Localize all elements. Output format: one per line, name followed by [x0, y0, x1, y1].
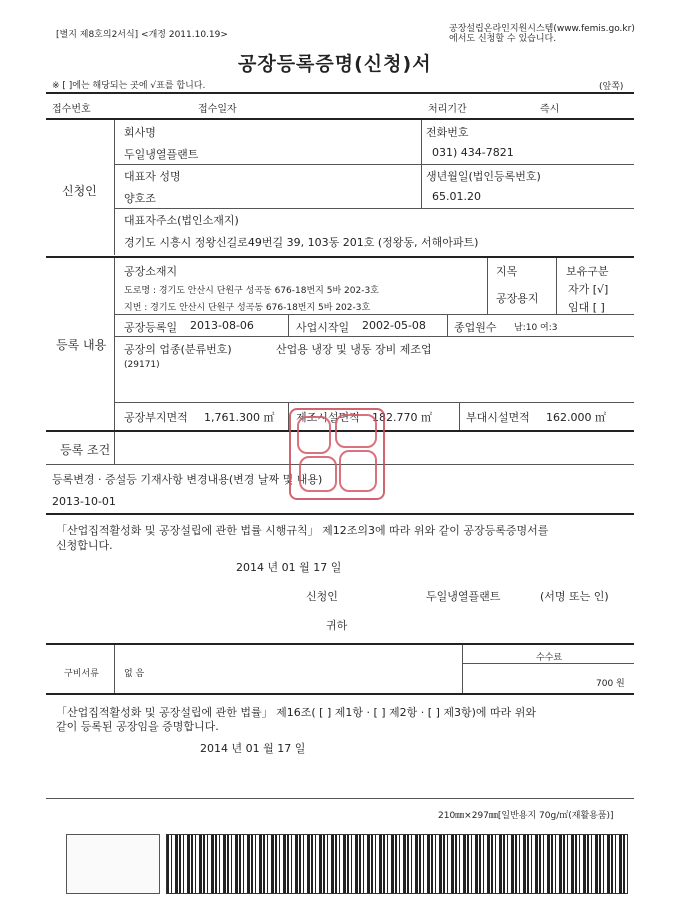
divider: [487, 258, 488, 314]
phone-value: 031) 434-7821: [432, 146, 514, 159]
address-label: 대표자주소(법인소재지): [124, 214, 239, 227]
site-area-label: 공장부지면적: [124, 411, 188, 424]
industry-code: (29171): [124, 360, 160, 370]
applicant-section-label: 신청인: [62, 184, 97, 198]
land-category-value: 공장용지: [496, 292, 539, 305]
divider: [459, 402, 460, 430]
phone-label: 전화번호: [426, 126, 469, 139]
divider: [462, 645, 463, 693]
required-docs-value: 없 음: [124, 669, 145, 679]
application-statement-line2: 신청합니다.: [56, 539, 113, 552]
ancillary-area-label: 부대시설면적: [466, 411, 530, 424]
divider: [114, 314, 634, 315]
barcode-label-box: [66, 834, 160, 894]
company-label: 회사명: [124, 126, 156, 139]
changes-label: 등록변경 · 증설등 기재사항 변경내용(변경 날짜 및 내용): [52, 473, 323, 486]
signature-note: (서명 또는 인): [540, 590, 609, 603]
birth-label: 생년월일(법인등록번호): [426, 170, 541, 183]
divider: [46, 513, 634, 515]
certification-line1: 「산업집적활성화 및 공장설립에 관한 법률」 제16조( [ ] 제1항 · [ ] 제2항 · [ ] 제3항)에 따라 위와: [56, 706, 537, 719]
system-note-line1: 공장설립온라인지원시스템(www.femis.go.kr): [449, 24, 635, 34]
divider: [46, 118, 634, 120]
divider: [46, 798, 634, 799]
business-start-value: 2002-05-08: [362, 319, 426, 332]
receipt-date-label: 접수일자: [198, 104, 237, 115]
required-docs-label: 구비서류: [64, 669, 99, 679]
processing-period-value: 즉시: [540, 104, 560, 115]
industry-label: 공장의 업종(분류번호): [124, 343, 232, 356]
divider: [46, 256, 634, 258]
building-area-value: 182.770 ㎡: [372, 411, 432, 424]
address-value: 경기도 시흥시 정왕신길로49번길 39, 103동 201호 (정왕동, 서해아파트): [124, 236, 479, 249]
employees-value: 남:10 여:3: [514, 323, 558, 333]
fee-value: 700 원: [596, 679, 625, 689]
certification-line2: 같이 등록된 공장임을 증명합니다.: [56, 720, 219, 733]
employees-label: 종업원수: [454, 321, 497, 334]
industry-value: 산업용 냉장 및 냉동 장비 제조업: [276, 343, 432, 356]
registration-section-label: 등록 내용: [56, 338, 107, 352]
system-note-line2: 에서도 신청할 수 있습니다.: [449, 34, 557, 44]
divider: [46, 92, 634, 94]
form-number: [별지 제8호의2서식] <개정 2011.10.19>: [56, 30, 228, 40]
divider: [462, 663, 634, 664]
company-value: 두일냉열플랜트: [124, 148, 199, 161]
document-title: 공장등록증명(신청)서: [238, 53, 432, 75]
lot-address: 지번 : 경기도 안산시 단원구 성곡동 676-18번지 5바 202-3호: [124, 303, 371, 313]
ancillary-area-value: 162.000 ㎡: [546, 411, 606, 424]
divider: [114, 645, 115, 693]
location-label: 공장소재지: [124, 265, 178, 278]
addressee: 귀하: [326, 619, 348, 632]
divider: [114, 432, 115, 464]
business-start-label: 사업시작일: [296, 321, 350, 334]
registration-date-label: 공장등록일: [124, 321, 178, 334]
official-seal: [289, 408, 385, 500]
application-statement-line1: 「산업집적활성화 및 공장설립에 관한 법률 시행규칙」 제12조의3에 따라 위와 같이 공장등록증명서를: [56, 524, 549, 537]
ownership-owned: 자가 [√]: [568, 283, 609, 296]
divider: [114, 336, 634, 337]
divider: [114, 208, 634, 209]
check-note: ※ [ ]에는 해당되는 곳에 √표를 합니다.: [52, 81, 206, 91]
applicant-signature-name: 두일냉열플랜트: [426, 590, 501, 603]
divider: [556, 258, 557, 314]
divider: [114, 402, 634, 403]
divider: [46, 643, 634, 645]
document-barcode: [166, 834, 628, 894]
road-address: 도로명 : 경기도 안산시 단원구 성곡동 676-18번지 5바 202-3호: [124, 286, 379, 296]
birth-value: 65.01.20: [432, 190, 481, 203]
changes-value: 2013-10-01: [52, 495, 116, 508]
paper-spec: 210㎜×297㎜[일반용지 70g/㎡(재활용품)]: [438, 811, 614, 821]
page-side: (앞쪽): [599, 82, 624, 92]
applicant-signature-label: 신청인: [306, 590, 338, 603]
ownership-label: 보유구분: [566, 265, 609, 278]
application-date: 2014 년 01 월 17 일: [236, 561, 342, 574]
divider: [114, 120, 115, 255]
processing-period-label: 처리기간: [428, 104, 467, 115]
divider: [447, 314, 448, 336]
divider: [46, 693, 634, 695]
divider: [288, 314, 289, 336]
building-area-label: 제조시설면적: [296, 411, 360, 424]
divider: [114, 258, 115, 430]
certification-date: 2014 년 01 월 17 일: [200, 742, 306, 755]
receipt-no-label: 접수번호: [52, 104, 91, 115]
representative-label: 대표자 성명: [124, 170, 181, 183]
land-category-label: 지목: [496, 265, 518, 278]
registration-date-value: 2013-08-06: [190, 319, 254, 332]
conditions-label: 등록 조건: [60, 443, 111, 457]
representative-value: 양호조: [124, 192, 156, 205]
fee-label: 수수료: [536, 653, 563, 663]
divider: [114, 164, 634, 165]
ownership-leased: 임대 [ ]: [568, 301, 605, 314]
site-area-value: 1,761.300 ㎡: [204, 411, 275, 424]
